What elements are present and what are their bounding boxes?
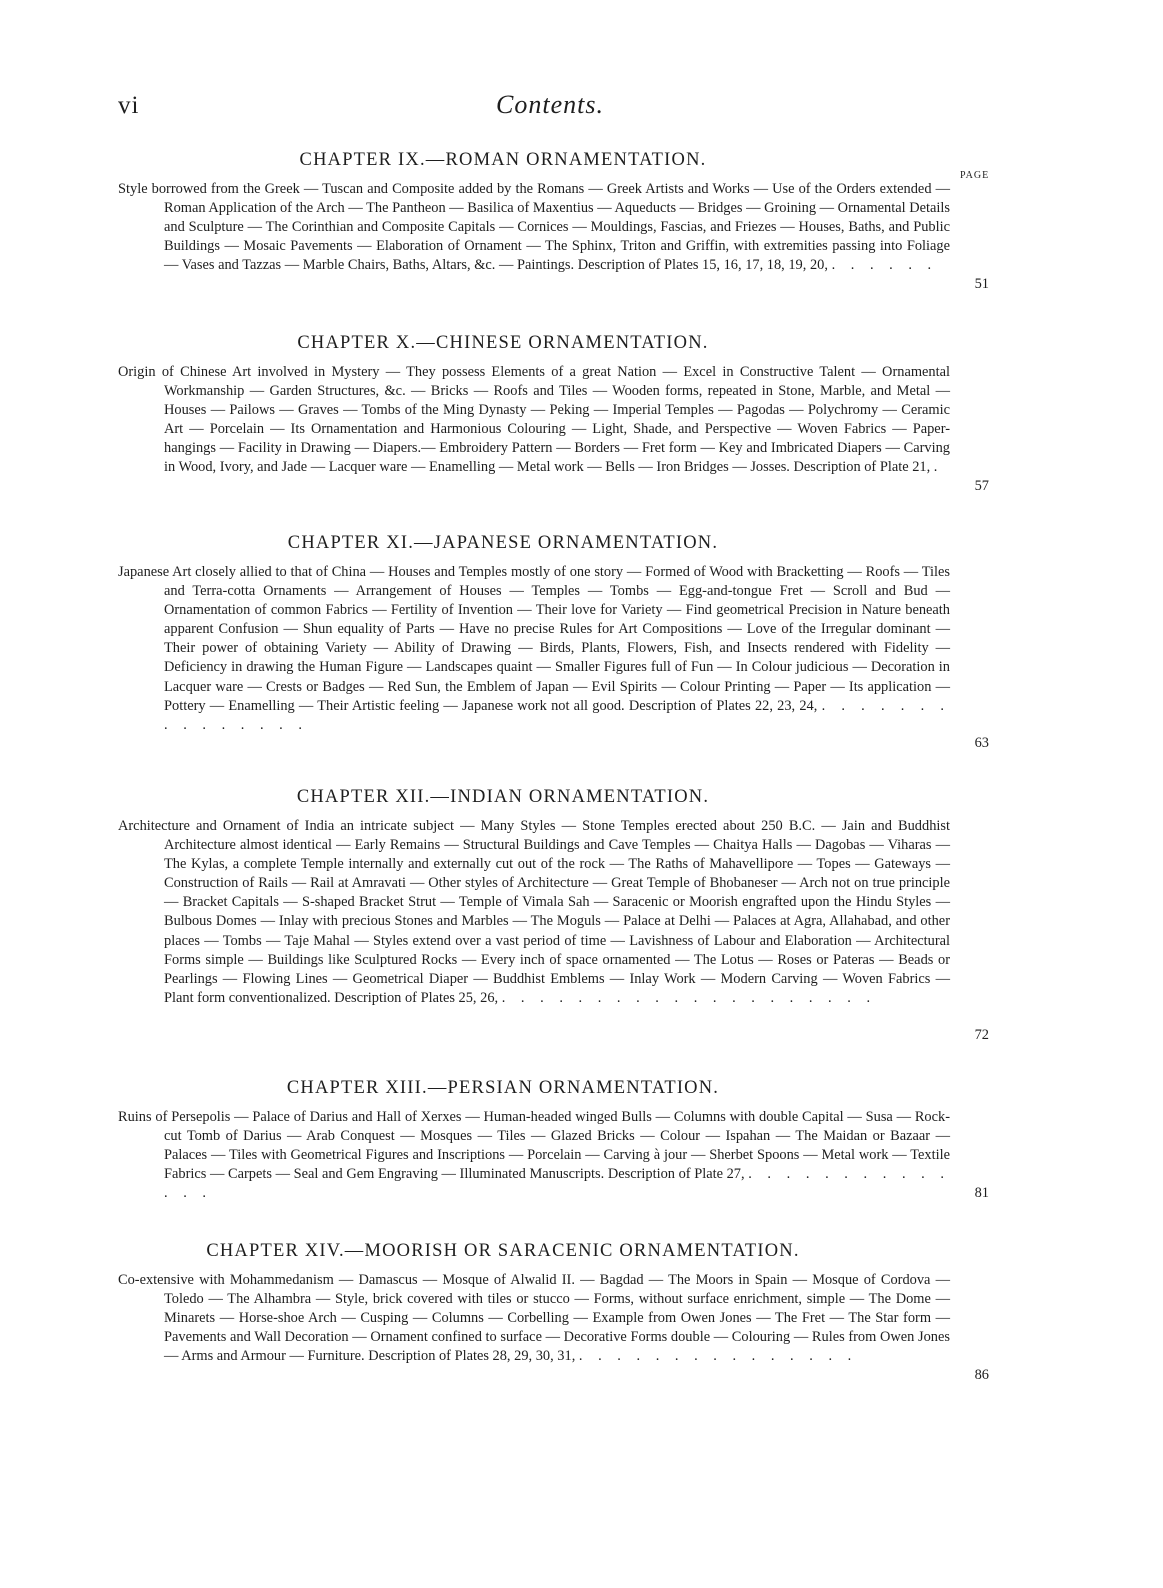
chapter-page-number: 51 [974,276,989,292]
page-column-label: PAGE [960,170,990,181]
chapter-description: Style borrowed from the Greek — Tuscan and Composite added by the Romans — Greek Artists and Works — Use of the Orders extended — Roman Application of the Arch — The Pantheon — Basilica of Maxentius — Aqueducts — Bridges — Groining — Ornamental Details and Sculpture — The Corinthian and Composite Capitals — Cornices — Mouldings, Fascias, and Friezes — Houses, Baths, and Public Buildings — Mosaic Pavements — Elaboration of Ornament — The Sphinx, Triton and Griffin, with extremities passing into Foliage — Vases and Tazzas — Marble Chairs, Baths, Altars, &c. — Paintings. Description of Plates 15, 16, 17, 18, 19, 20, . . . . . . [118,181,950,274]
chapter-description: Co-extensive with Mohammedanism — Damascus — Mosque of Alwalid II. — Bagdad — The Moors in Spain — Mosque of Cordova — Toledo — The Alhambra — Style, brick covered with tiles or stucco — Forms, without surface enrichment, simple — The Dome — Minarets — Horse-shoe Arch — Cusping — Columns — Corbelling — Example from Owen Jones — The Fret — The Star form — Pavements and Wall Decoration — Ornament confined to surface — Decorative Forms double — Colouring — Rules from Owen Jones — Arms and Armour — Furniture. Description of Plates 28, 29, 30, 31, . . . . . . . . . . . . . . . [118,1272,950,1365]
page-number: vi [118,92,140,119]
chapter-page-number: 72 [974,1027,989,1043]
chapter-page-number: 57 [974,478,989,494]
chapter-description: Architecture and Ornament of India an intricate subject — Many Styles — Stone Temples erected about 250 B.C. — Jain and Buddhist Architecture almost identical — Early Remains — Structural Buildings and Cave Temples — Chaitya Halls — Dagobas — Viharas — The Kylas, a complete Temple internally and externally cut out of the rock — The Raths of Mahavellipore — Topes — Gateways — Construction of Rails — Rail at Amravati — Other styles of Architecture — Great Temple of Bhobaneser — Arch not on true principle — Bracket Capitals — S-shaped Bracket Strut — Temple of Vimala Sah — Saracenic or Moorish engrafted upon the Hindu Styles — Bulbous Domes — Inlay with precious Stones and Marbles — The Moguls — Palace at Delhi — Palaces at Agra, Allahabad, and other places — Tombs — Taje Mahal — Styles extend over a vast period of time — Lavishness of Labour and Elaboration — Architectural Forms simple — Buildings like Sculptured Rocks — Every inch of space ornamented — The Lotus — Roses or Pateras — Beads or Pearlings — Flowing Lines — Geometrical Diaper — Buddhist Emblems — Inlay Work — Modern Carving — Woven Fabrics — Plant form conventionalized. Description of Plates 25, 26, . . . . . . . . . . . . . . . . . . . . [118,818,950,1006]
chapter-page-number: 81 [974,1185,989,1201]
chapter-title: CHAPTER IX.—ROMAN ORNAMENTATION. [299,150,707,170]
chapter-title: CHAPTER XIII.—PERSIAN ORNAMENTATION. [286,1078,720,1098]
chapter-description: Ruins of Persepolis — Palace of Darius and Hall of Xerxes — Human-headed winged Bulls — Columns with double Capital — Susa — Rock-cut Tomb of Darius — Arab Conquest — Mosques — Tiles — Glazed Bricks — Colour — Ispahan — The Maidan or Bazaar — Palaces — Tiles with Geometrical Figures and Inscriptions — Porcelain — Carving à jour — Sherbet Spoons — Metal work — Textile Fabrics — Carpets — Seal and Gem Engraving — Illuminated Manuscripts. Description of Plate 27, . . . . . . . . . . . . . . [118,1109,950,1202]
chapter-title: CHAPTER XII.—INDIAN ORNAMENTATION. [296,787,710,807]
chapter-description: Japanese Art closely allied to that of China — Houses and Temples mostly of one story — Formed of Wood with Bracketting — Roofs — Tiles and Terra-cotta Ornaments — Arrangement of Houses — Temples — Tombs — Egg-and-tongue Fret — Scroll and Bud — Ornamentation of common Fabrics — Fertility of Invention — Their love for Variety — Find geometrical Precision in Nature beneath apparent Confusion — Shun equality of Parts — Have no precise Rules for Art Compositions — Love of the Irregular dominant — Their power of obtaining Variety — Ability of Drawing — Birds, Plants, Flowers, Fish, and Insects rendered with Fidelity — Deficiency in drawing the Human Figure — Landscapes quaint — Smaller Figures full of Fun — In Colour judicious — Decoration in Lacquer ware — Crests or Badges — Red Sun, the Emblem of Japan — Evil Spirits — Colour Printing — Paper — Its application — Pottery — Enamelling — Their Artistic feeling — Japanese work not all good. Description of Plates 22, 23, 24, . . . . . . . . . . . . . . . [118,564,950,733]
chapter-page-number: 86 [974,1367,989,1383]
running-title: Contents. [496,90,604,119]
chapter-title: CHAPTER X.—CHINESE ORNAMENTATION. [297,333,709,353]
chapter-title: CHAPTER XIV.—MOORISH OR SARACENIC ORNAMENTATION. [206,1241,800,1261]
chapter-title: CHAPTER XI.—JAPANESE ORNAMENTATION. [287,533,719,553]
chapter-page-number: 63 [974,735,989,751]
chapter-description: Origin of Chinese Art involved in Mystery — They possess Elements of a great Nation — Excel in Constructive Talent — Ornamental Workmanship — Garden Structures, &c. — Bricks — Roofs and Tiles — Wooden forms, repeated in Stone, Marble, and Metal — Houses — Pailows — Graves — Tombs of the Ming Dynasty — Peking — Imperial Temples — Pagodas — Polychromy — Ceramic Art — Porcelain — Its Ornamentation and Harmonious Colouring — Light, Shade, and Perspective — Woven Fabrics — Paper-hangings — Facility in Drawing — Diapers.— Embroidery Pattern — Borders — Fret form — Key and Imbricated Diapers — Carving in Wood, Ivory, and Jade — Lacquer ware — Enamelling — Metal work — Bells — Iron Bridges — Josses. Description of Plate 21, . [118,364,950,476]
